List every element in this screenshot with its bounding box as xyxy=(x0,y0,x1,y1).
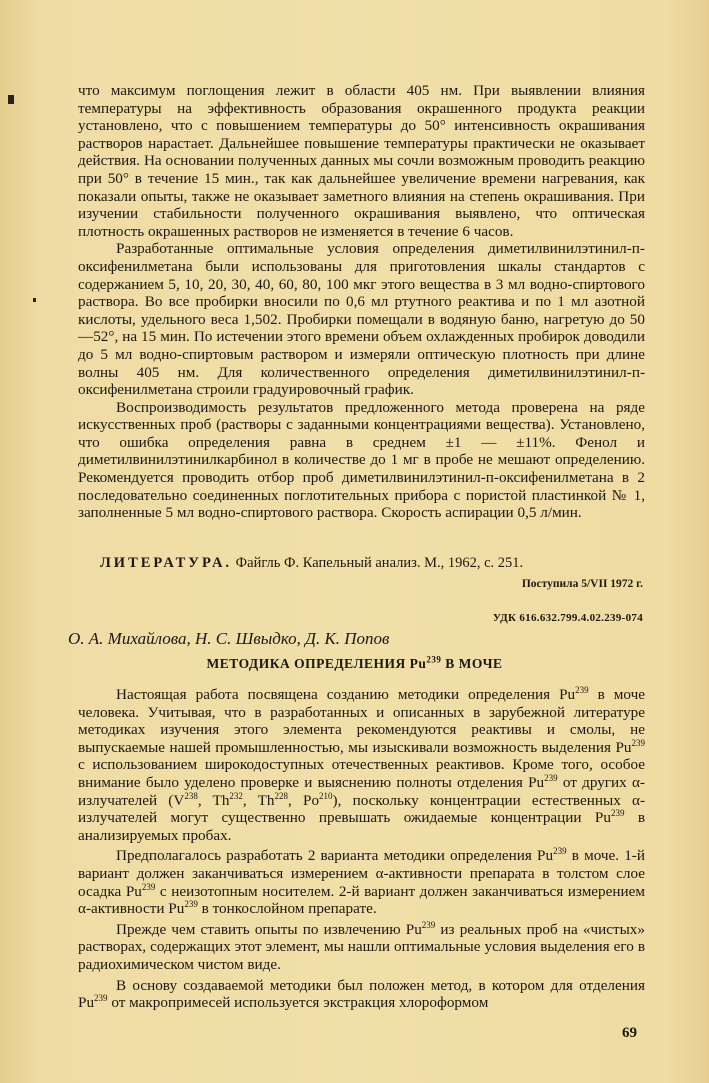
margin-mark xyxy=(33,298,36,302)
literature-text: Файгль Ф. Капельный анализ. М., 1962, с. 251. xyxy=(235,555,524,571)
paragraph: Предполагалось разработать 2 варианта методики определения Pu$^{239}$ в моче. 1-й вариант должен заканчиваться измерением α-активности препарата в толстом слое осадка Pu$^{239}$ с неизотопным носителем. 2-й вариант должен заканчиваться измерением α-активности Pu$^{239}$ в тонкослойном препарате. xyxy=(78,846,645,918)
paragraph: В основу создаваемой методики был положен метод, в котором для отделения Pu$^{239}$ от макропримесей используется экстракция хлороформом xyxy=(78,976,645,1012)
margin-mark xyxy=(8,95,14,104)
article-body xyxy=(78,686,645,1012)
paragraph: Разработанные оптимальные условия определения диметилвинилэтинил-п-оксифенилметана были использованы для приготовления шкалы стандартов с содержанием 5, 10, 20, 30, 40, 60, 80, 100 мкг этого вещества в 3 мл водно-спиртового раствора. Во все пробирки вносили по 0,6 мл ртутного реактива и по 1 мл азотной кислоты, удельного веса 1,502. Пробирки помещали в водяную баню, нагретую до 50—52°, на 15 мин. По истечении этого времени объем охлажденных пробирок доводили до 5 мл водно-спиртовым раствором и измеряли оптическую плотность при длине волны 405 нм. Для количественного определения диметилвинилэтинил-п-оксифенилметана строили градуировочный график. xyxy=(78,240,645,399)
paragraph: что максимум поглощения лежит в области 405 нм. При выявлении влияния температуры на эффективность образования окрашенного продукта реакции установлено, что с повышением температуры до 50° интенсивность окрашивания растворов нарастает. Дальнейшее повышение температуры практически не оказывает действия. На основании полученных данных мы сочли возможным проводить реакцию при 50° в течение 15 мин., так как дальнейшее увеличение времени нагревания, как показали опыты, также не оказывает заметного влияния на степень окрашивания. При изучении стабильности полученного окрашивания выявлено, что оптическая плотность окрашенных растворов не изменяется в течение 6 часов. xyxy=(78,82,645,240)
paragraph: Прежде чем ставить опыты по извлечению Pu$^{239}$ из реальных проб на «чистых» растворах, содержащих этот элемент, мы нашли оптимальные условия выделения его в радиохимическом чистом виде. xyxy=(78,919,645,973)
page-number: 69 xyxy=(622,1025,637,1041)
literature-heading: ЛИТЕРАТУРА. xyxy=(100,555,233,571)
paragraph: Настоящая работа посвящена созданию методики определения Pu$^{239}$ в моче человека. Учитывая, что в разработанных и описанных в зарубежной литературе методиках изучения этого элемента рекомендуются реактивы и смолы, не выпускаемые нашей промышленностью, мы изыскивали возможность выделения Pu$^{239}$ с использованием широкодоступных отечественных реактивов. Кроме того, особое внимание было уделено проверке и выяснению полноты отделения Pu$^{239}$ от других α-излучателей ($V^{238}$, Th$^{232}$, Th$^{228}$, Po$^{210}$), поскольку концентрации естественных α-излучателей могут существенно превышать ожидаемые концентрации Pu$^{239}$ в анализируемых пробах. xyxy=(78,684,645,844)
paragraph: Воспроизводимость результатов предложенного метода проверена на ряде искусственных проб (растворы с заданными концентрациями вещества). Установлено, что ошибка определения равна в среднем ±1 — ±11%. Фенол и диметилвинилэтинилкарбинол в количестве до 1 мг в пробе не мешают определению. Рекомендуется проводить отбор проб диметилвинилэтинил-п-оксифенилметана в 2 последовательно соединенных поглотительных прибора с пористой пластинкой № 1, заполненные 5 мл водно-спиртового раствора. Скорость аспирации 0,5 л/мин. xyxy=(78,398,645,522)
udk-code: УДК 616.632.799.4.02.239-074 xyxy=(492,612,643,624)
received-date: Поступила 5/VII 1972 г. xyxy=(521,578,643,590)
literature-reference xyxy=(100,555,523,572)
article-title: МЕТОДИКА ОПРЕДЕЛЕНИЯ Pu$^{239}$ В МОЧЕ xyxy=(206,654,503,671)
previous-article-body xyxy=(78,82,645,522)
authors: О. А. Михайлова, Н. С. Швыдко, Д. К. Попов xyxy=(68,629,390,648)
